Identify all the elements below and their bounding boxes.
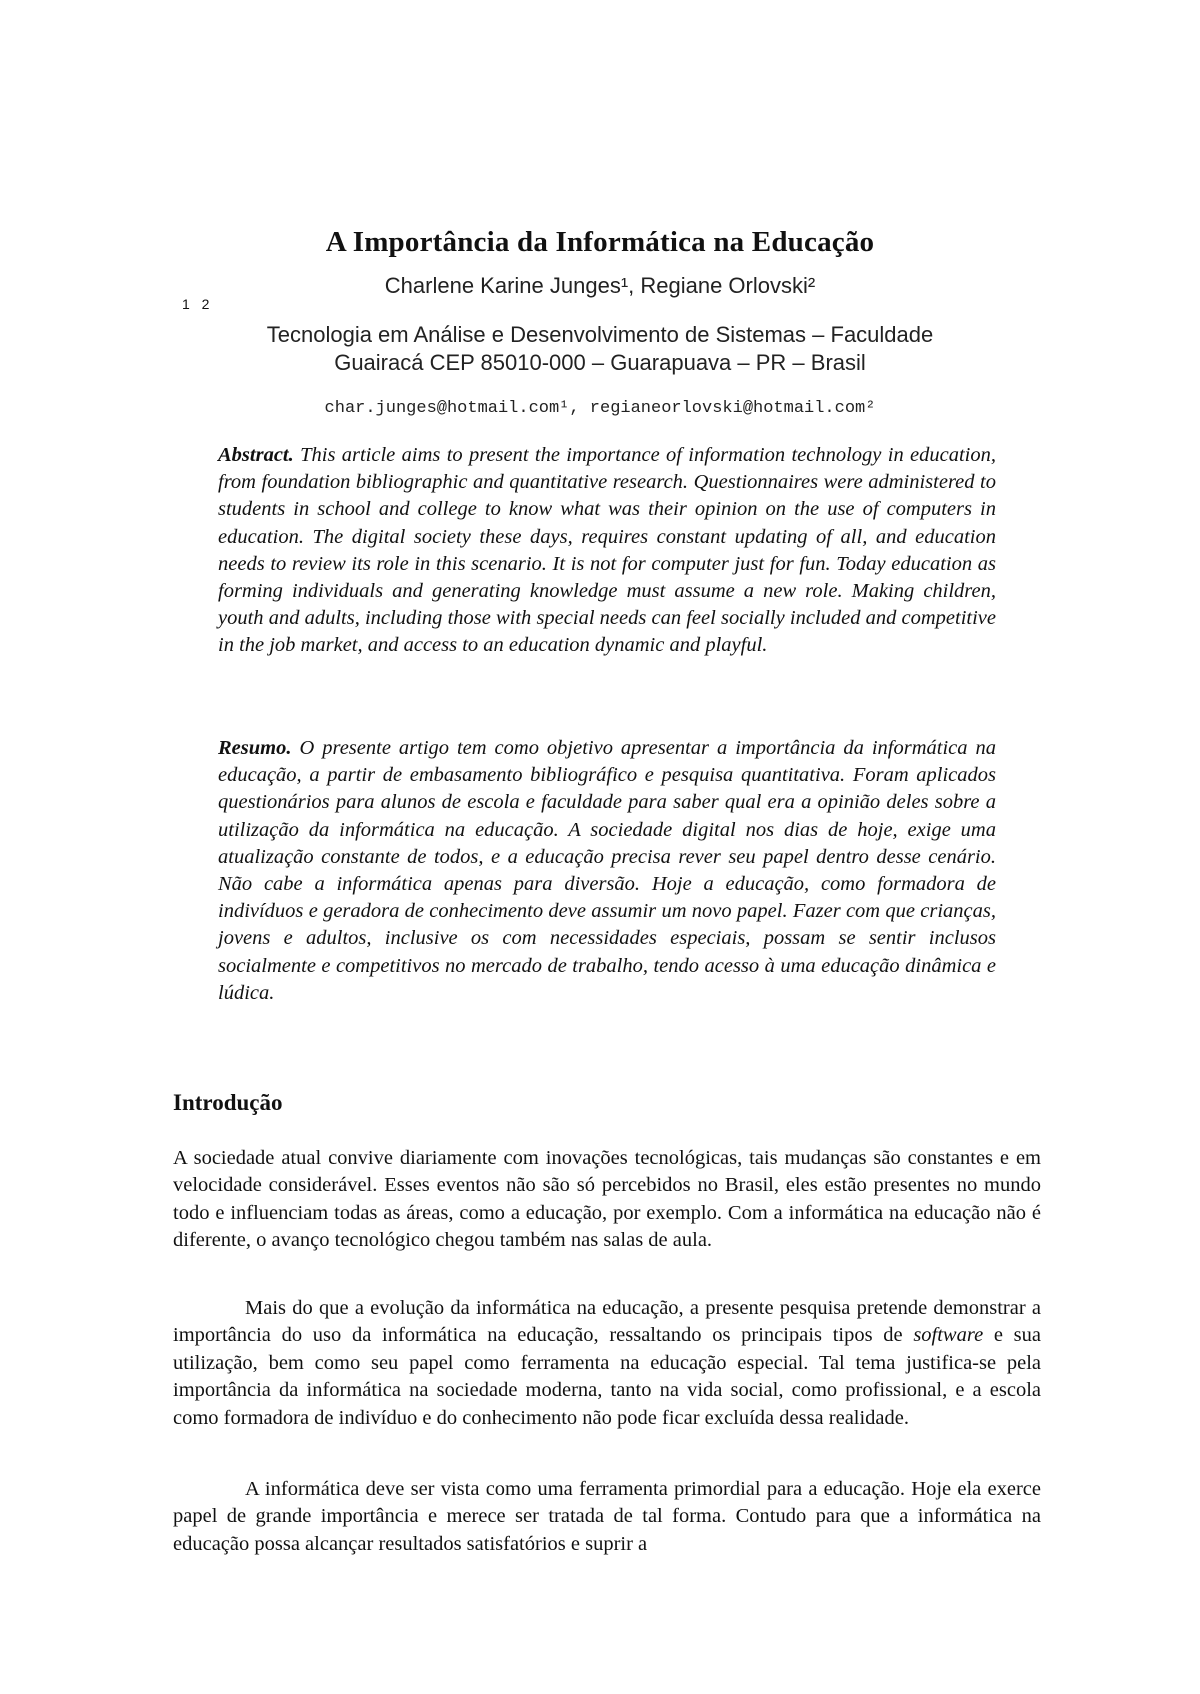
section-heading-introducao: Introdução bbox=[173, 1090, 283, 1115]
author-line: Charlene Karine Junges¹, Regiane Orlovski² bbox=[384, 273, 816, 298]
paper-title: A Importância da Informática na Educação bbox=[325, 226, 875, 258]
intro-paragraph-1: A sociedade atual convive diariamente com inovações tecnológicas, tais mudanças são constantes e em velocidade considerável. Esses eventos não são só percebidos no Brasil, eles estão presentes no mundo todo e influenciam todas as áreas, como a educação, por exemplo. Com a informática na educação não é diferente, o avanço tecnológico chegou também nas salas de aula. bbox=[173, 1147, 1041, 1252]
intro-paragraph-2-part-b: e sua utilização, bem como seu papel como ferramenta na educação especial. Tal tema justifica-se pela importância da informática na sociedade moderna, tanto na vida social, como profissional, e a escola como formadora de indivíduo e do conhecimento não pode ficar excluída dessa realidade. bbox=[173, 1324, 1041, 1429]
abstract-paragraph bbox=[218, 442, 996, 660]
intro-paragraph-3: A informática deve ser vista como uma ferramenta primordial para a educação. Hoje ela exerce papel de grande importância e merece ser tratada de tal forma. Contudo para que a informática na educação possa alcançar resultados satisfatórios e suprir a bbox=[173, 1478, 1041, 1555]
affiliation-marks: 1 2 bbox=[182, 296, 214, 312]
resumo-paragraph bbox=[218, 735, 996, 1007]
intro-paragraph-2 bbox=[173, 1295, 1041, 1432]
affiliation-line-1: Tecnologia em Análise e Desenvolvimento de Sistemas – Faculdade bbox=[266, 322, 934, 347]
abstract-label: Abstract. bbox=[218, 444, 294, 466]
affiliation-line-2: Guairacá CEP 85010-000 – Guarapuava – PR – Brasil bbox=[334, 350, 866, 375]
resumo-label: Resumo. bbox=[218, 737, 292, 759]
intro-paragraph-2-part-a: Mais do que a evolução da informática na educação, a presente pesquisa pretende demonstrar a importância do uso da informática na educação, ressaltando os principais tipos de bbox=[173, 1297, 1041, 1347]
abstract-text: This article aims to present the importance of information technology in education, from foundation bibliographic and quantitative research. Questionnaires were administered to students in school and college to know what was their opinion on the use of computers in education. The digital society these days, requires constant updating of all, and education needs to review its role in this scenario. It is not for computer just for fun. Today education as forming individuals and generating knowledge must assume a new role. Making children, youth and adults, including those with special needs can feel socially included and competitive in the job market, and access to an education dynamic and playful. bbox=[218, 444, 996, 657]
software-emphasis: software bbox=[913, 1324, 984, 1347]
author-emails: char.junges@hotmail.com¹, regianeorlovski@hotmail.com² bbox=[324, 399, 876, 418]
resumo-text: O presente artigo tem como objetivo apresentar a importância da informática na educação, a partir de embasamento bibliográfico e pesquisa quantitativa. Foram aplicados questionários para alunos de escola e faculdade para saber qual era a opinião deles sobre a utilização da informática na educação. A sociedade digital nos dias de hoje, exige uma atualização constante de todos, e a educação precisa rever seu papel dentro desse cenário. Não cabe a informática apenas para diversão. Hoje a educação, como formadora de indivíduos e geradora de conhecimento deve assumir um novo papel. Fazer com que crianças, jovens e adultos, inclusive os com necessidades especiais, possam se sentir inclusos socialmente e competitivos no mercado de trabalho, tendo acesso à uma educação dinâmica e lúdica. bbox=[218, 737, 996, 1004]
